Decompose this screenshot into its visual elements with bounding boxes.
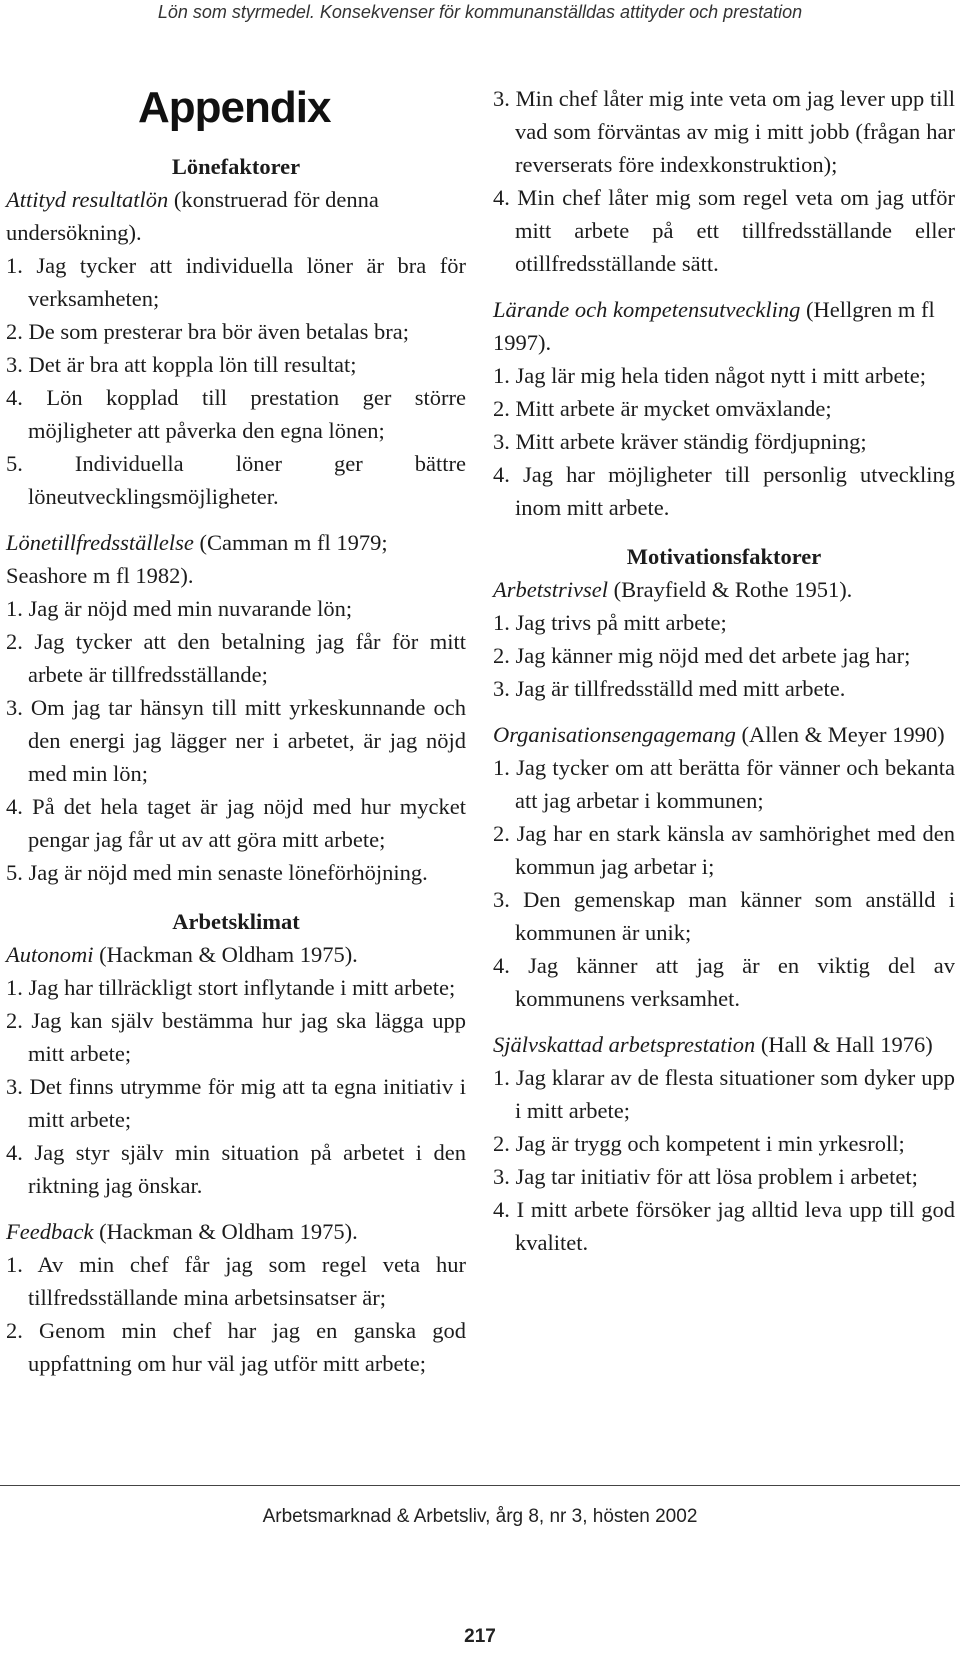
list-item: 4. Jag känner att jag är en viktig del av kommunens verksamhet. — [493, 953, 955, 1011]
scale-name: Feedback — [6, 1219, 94, 1244]
list-item: 3. Det finns utrymme för mig att ta egna initiativ i mitt arbete; — [6, 1074, 466, 1132]
right-flow — [493, 82, 955, 1259]
list-item: 4. Lön kopplad till prestation ger större möjligheter att påverka den egna lönen; — [6, 385, 466, 443]
scale-title-organisation — [493, 718, 955, 751]
list-item: 2. De som presterar bra bör även betalas bra; — [6, 319, 409, 344]
list-item: 1. Av min chef får jag som regel veta hur tillfredsställande mina arbetsinsatser är; — [6, 1252, 466, 1310]
list-item: 4. På det hela taget är jag nöjd med hur mycket pengar jag får ut av att göra mitt arbete; — [6, 794, 466, 852]
list-item: 1. Jag har tillräckligt stort inflytande i mitt arbete; — [6, 975, 456, 1000]
list-item: 3. Om jag tar hänsyn till mitt yrkeskunnande och den energi jag lägger ner i arbetet, är jag nöjd med min lön; — [6, 695, 466, 786]
list-item: 3. Jag är tillfredsställd med mitt arbete. — [493, 676, 846, 701]
scale-title-autonomi — [6, 938, 466, 971]
scale-source: (Camman m fl 1979; Seashore m fl 1982). — [6, 530, 388, 588]
list-item: 1. Jag tycker om att berätta för vänner och bekanta att jag arbetar i kommunen; — [493, 755, 955, 813]
scale-name: Lönetillfredsställelse — [6, 530, 194, 555]
footer-journal: Arbetsmarknad & Arbetsliv, årg 8, nr 3, hösten 2002 — [262, 1506, 698, 1527]
scale-name: Autonomi — [6, 942, 94, 967]
section-heading-motivationsfaktorer: Motivationsfaktorer — [626, 544, 822, 569]
list-item: 1. Jag tycker att individuella löner är bra för verksamheten; — [6, 253, 466, 311]
list-item: 5. Jag är nöjd med min senaste löneförhöjning. — [6, 860, 428, 885]
scale-source: (Allen & Meyer 1990) — [735, 722, 945, 747]
scale-source: (Hackman & Oldham 1975). — [93, 1219, 358, 1244]
scale-title-attityd — [6, 183, 466, 249]
scale-title-sjalvskattad — [493, 1028, 955, 1061]
list-item: 3. Min chef låter mig inte veta om jag lever upp till vad som förväntas av mig i mitt jobb (frågan har reverserats före indexkonstruktion); — [493, 86, 955, 177]
list-item: 3. Den gemenskap man känner som anställd i kommunen är unik; — [493, 887, 955, 945]
left-flow — [6, 150, 466, 1380]
list-item: 3. Jag tar initiativ för att lösa problem i arbetet; — [493, 1164, 918, 1189]
list-item: 2. Jag tycker att den betalning jag får för mitt arbete är tillfredsställande; — [6, 629, 466, 687]
list-item: 3. Det är bra att koppla lön till resultat; — [6, 352, 357, 377]
list-item: 2. Jag är trygg och kompetent i min yrkesroll; — [493, 1131, 905, 1156]
scale-source: (Hackman & Oldham 1975). — [93, 942, 358, 967]
list-item: 4. Min chef låter mig som regel veta om jag utför mitt arbete på ett tillfredsställande eller otillfredsställande sätt. — [493, 185, 955, 276]
list-item: 3. Mitt arbete kräver ständig fördjupning; — [493, 429, 867, 454]
scale-title-feedback — [6, 1215, 466, 1248]
list-item: 1. Jag trivs på mitt arbete; — [493, 610, 727, 635]
list-item: 1. Jag lär mig hela tiden något nytt i mitt arbete; — [493, 363, 927, 388]
scale-name: Attityd resultatlön — [6, 187, 169, 212]
list-item: 2. Mitt arbete är mycket omväxlande; — [493, 396, 832, 421]
scale-name: Självskattad arbetsprestation — [493, 1032, 756, 1057]
scale-title-arbetstrivsel — [493, 573, 955, 606]
scale-source: (konstruerad för denna undersökning). — [6, 187, 379, 245]
scale-title-larande — [493, 293, 955, 359]
scale-source: (Brayfield & Rothe 1951). — [607, 577, 853, 602]
section-heading-lonefaktorer: Lönefaktorer — [171, 154, 301, 179]
list-item: 2. Genom min chef har jag en ganska god uppfattning om hur väl jag utför mitt arbete; — [6, 1318, 466, 1376]
scale-source: (Hall & Hall 1976) — [755, 1032, 933, 1057]
scale-name: Arbetstrivsel — [493, 577, 608, 602]
list-item: 4. Jag styr själv min situation på arbetet i den riktning jag önskar. — [6, 1140, 466, 1198]
scale-name: Organisationsengagemang — [493, 722, 736, 747]
section-heading-arbetsklimat: Arbetsklimat — [172, 909, 300, 934]
appendix-title: Appendix — [138, 83, 331, 132]
list-item: 1. Jag klarar av de flesta situationer som dyker upp i mitt arbete; — [493, 1065, 955, 1123]
scale-name: Lärande och kompetensutveckling — [493, 297, 801, 322]
running-header: Lön som styrmedel. Konsekvenser för kommunanställdas attityder och prestation — [157, 2, 803, 22]
scale-title-lonetillfredsstallelse — [6, 526, 466, 592]
scale-source: (Hellgren m fl 1997). — [493, 297, 935, 355]
list-item: 4. I mitt arbete försöker jag alltid leva upp till god kvalitet. — [493, 1197, 955, 1255]
list-item: 2. Jag har en stark känsla av samhörighet med den kommun jag arbetar i; — [493, 821, 955, 879]
page-number: 217 — [464, 1626, 496, 1647]
list-item: 2. Jag känner mig nöjd med det arbete jag har; — [493, 643, 911, 668]
list-item: 2. Jag kan själv bestämma hur jag ska lägga upp mitt arbete; — [6, 1008, 466, 1066]
footer-divider — [0, 1485, 960, 1486]
list-item: 4. Jag har möjligheter till personlig utveckling inom mitt arbete. — [493, 462, 955, 520]
list-item: 1. Jag är nöjd med min nuvarande lön; — [6, 596, 353, 621]
list-item: 5. Individuella löner ger bättre löneutvecklingsmöjligheter. — [6, 451, 466, 509]
